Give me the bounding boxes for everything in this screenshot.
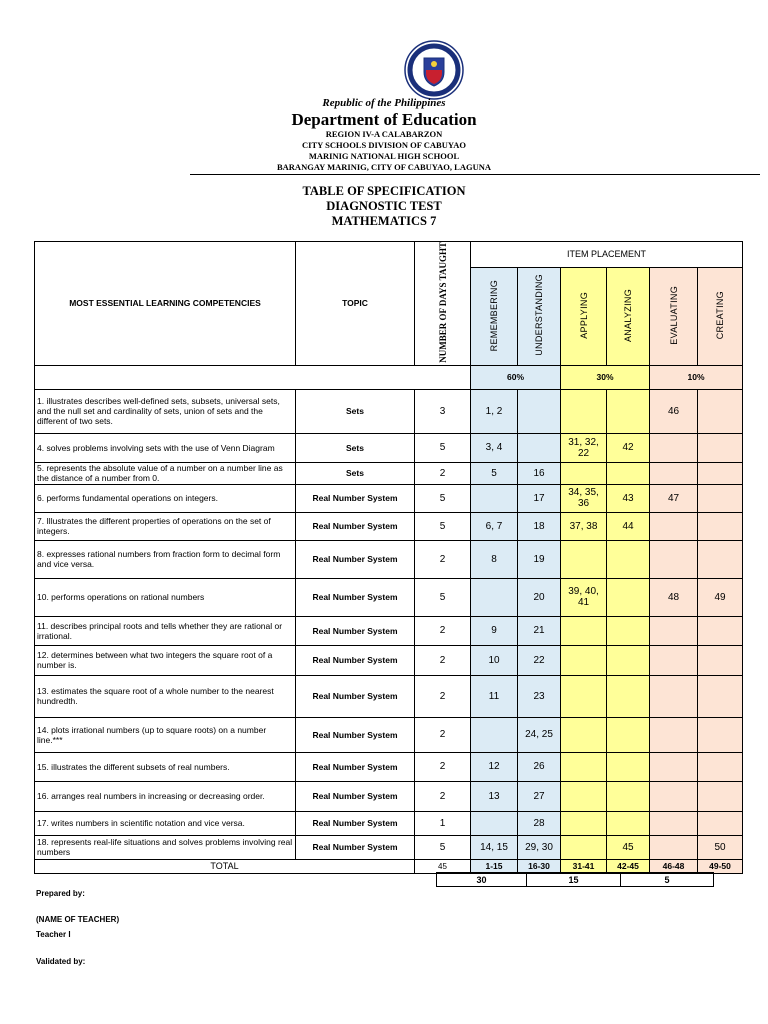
total-days: 45 bbox=[415, 859, 471, 873]
level-remembering: REMEMBERING bbox=[471, 267, 518, 365]
table-row: 11. describes principal roots and tells whether they are rational or irrational. Real Number System 2 9 21 bbox=[35, 616, 743, 645]
level-applying: APPLYING bbox=[561, 267, 607, 365]
table-row: 12. determines between what two integers the square root of a number is. Real Number System 2 10 22 bbox=[35, 645, 743, 675]
table-row: 14. plots irrational numbers (up to square roots) on a number line.*** Real Number System 2 24, 25 bbox=[35, 717, 743, 752]
table-row: 10. performs operations on rational numbers Real Number System 5 20 39, 40, 41 48 49 bbox=[35, 578, 743, 616]
count-middle: 15 bbox=[527, 873, 621, 887]
doc-title: TABLE OF SPECIFICATION bbox=[302, 184, 466, 198]
group-count-table bbox=[436, 872, 714, 887]
total-label: TOTAL bbox=[35, 859, 415, 873]
validated-by-label: Validated by: bbox=[36, 957, 86, 966]
deped-seal-icon bbox=[404, 40, 464, 100]
table-row: 15. illustrates the different subsets of real numbers. Real Number System 2 12 26 bbox=[35, 752, 743, 781]
col-topic-header: TOPIC bbox=[296, 242, 415, 366]
table-row: 17. writes numbers in scientific notation and vice versa. Real Number System 1 28 bbox=[35, 811, 743, 835]
percent-row-spacer bbox=[35, 365, 471, 389]
level-understanding: UNDERSTANDING bbox=[518, 267, 561, 365]
department-label: Department of Education bbox=[291, 110, 477, 129]
teacher-title: Teacher I bbox=[36, 930, 71, 939]
specification-table bbox=[34, 241, 743, 874]
table-row: 18. represents real-life situations and solves problems involving real numbers Real Number System 5 14, 15 29, 30 45 50 bbox=[35, 835, 743, 859]
percent-middle: 30% bbox=[561, 365, 650, 389]
table-row: 7. Illustrates the different properties of operations on the set of integers. Real Number System 5 6, 7 18 37, 38 44 bbox=[35, 512, 743, 540]
region-label: REGION IV-A CALABARZON bbox=[325, 129, 443, 139]
table-row: 16. arranges real numbers in increasing or decreasing order. Real Number System 2 13 27 bbox=[35, 781, 743, 811]
level-analyzing: ANALYZING bbox=[607, 267, 650, 365]
division-label: CITY SCHOOLS DIVISION OF CABUYAO bbox=[302, 140, 466, 150]
prepared-by-label: Prepared by: bbox=[36, 889, 85, 898]
col-days-header: NUMBER OF DAYS TAUGHT bbox=[415, 242, 471, 366]
header-divider bbox=[190, 174, 760, 175]
teacher-name: (NAME OF TEACHER) bbox=[36, 915, 120, 924]
doc-subject: MATHEMATICS 7 bbox=[331, 214, 437, 228]
table-row: 5. represents the absolute value of a number on a number line as the distance of a number from 0. Sets 2 5 16 bbox=[35, 462, 743, 484]
republic-label: Republic of the Philippines bbox=[322, 97, 446, 109]
count-higher: 5 bbox=[621, 873, 714, 887]
table-row: 8. expresses rational numbers from fraction form to decimal form and vice versa. Real Number System 2 8 19 bbox=[35, 540, 743, 578]
table-row: 4. solves problems involving sets with the use of Venn Diagram Sets 5 3, 4 31, 32, 22 42 bbox=[35, 433, 743, 462]
total-row: TOTAL 45 1-15 16-30 31-41 42-45 46-48 49-50 bbox=[35, 859, 743, 873]
count-lower: 30 bbox=[437, 873, 527, 887]
item-placement-header: ITEM PLACEMENT bbox=[471, 242, 743, 268]
doc-subtitle: DIAGNOSTIC TEST bbox=[326, 199, 442, 213]
percent-higher: 10% bbox=[650, 365, 743, 389]
table-row: 1. illustrates describes well-defined sets, subsets, universal sets, and the null set and cardinality of sets, union of sets and the different of two sets. Sets 3 1, 2 46 bbox=[35, 389, 743, 433]
school-label: MARINIG NATIONAL HIGH SCHOOL bbox=[308, 151, 460, 161]
table-row: 13. estimates the square root of a whole number to the nearest hundredth. Real Number System 2 11 23 bbox=[35, 675, 743, 717]
percent-lower: 60% bbox=[471, 365, 561, 389]
level-evaluating: EVALUATING bbox=[650, 267, 698, 365]
address-label: BARANGAY MARINIG, CITY OF CABUYAO, LAGUNA bbox=[276, 162, 491, 172]
table-row: 6. performs fundamental operations on integers. Real Number System 5 17 34, 35, 36 43 47 bbox=[35, 484, 743, 512]
level-creating: CREATING bbox=[698, 267, 743, 365]
col-competencies-header: MOST ESSENTIAL LEARNING COMPETENCIES bbox=[35, 242, 296, 366]
